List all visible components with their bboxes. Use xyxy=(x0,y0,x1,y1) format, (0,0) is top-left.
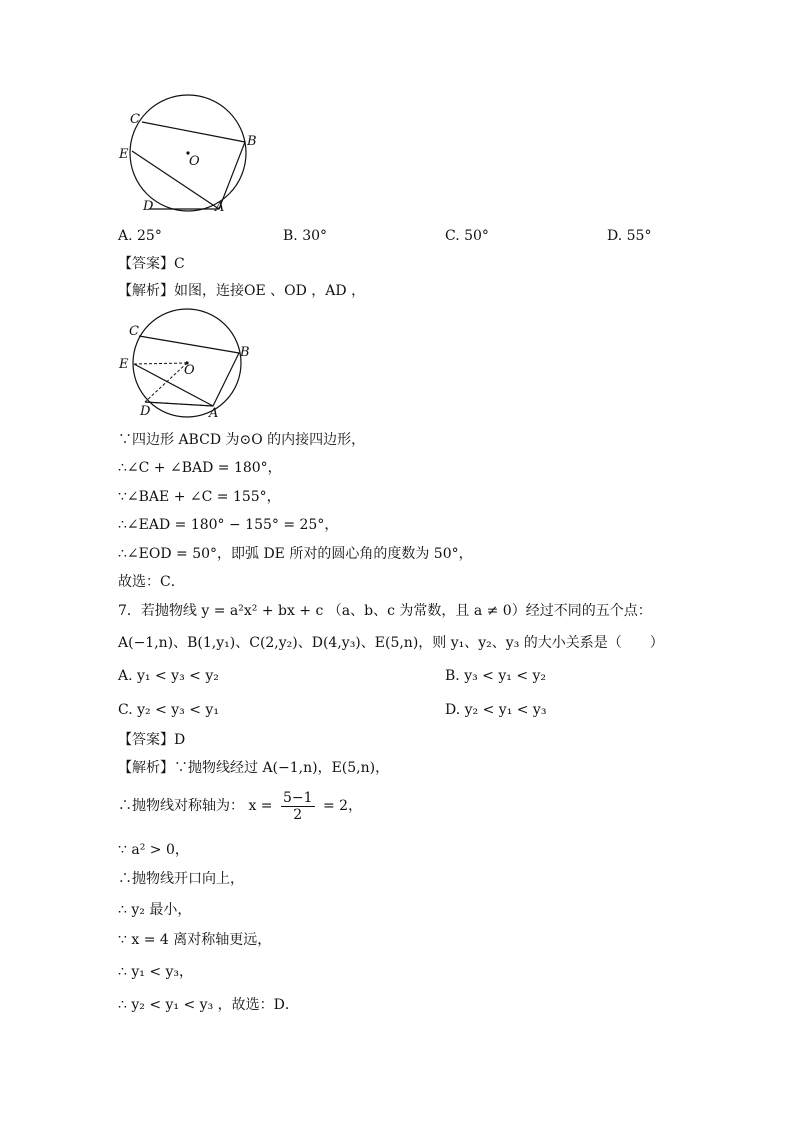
segment-ea xyxy=(134,364,213,406)
label-e: E xyxy=(119,147,129,162)
label-o: O xyxy=(184,363,195,378)
q7-option-c: C. y₂ < y₃ < y₁ xyxy=(118,702,219,718)
q7-step-2: ∴抛物线开口向上， xyxy=(118,871,244,887)
q6-step-4: ∴∠EAD = 180° − 155° = 25°， xyxy=(118,517,339,533)
q7-step-5: ∴ y₁ < y₃， xyxy=(118,964,194,980)
q7-option-a: A. y₁ < y₃ < y₂ xyxy=(118,668,219,684)
fraction-numerator: 5−1 xyxy=(282,789,313,806)
q6-option-c: C. 50° xyxy=(445,228,489,244)
label-c: C xyxy=(130,112,140,127)
q6-option-b: B. 30° xyxy=(283,228,328,244)
label-a: A xyxy=(209,406,219,421)
label-c: C xyxy=(129,324,139,339)
q7-step-3: ∴ y₂ 最小， xyxy=(118,902,192,918)
q7-step-4: ∵ x = 4 离对称轴更远， xyxy=(118,932,272,948)
q7-option-b: B. y₃ < y₁ < y₂ xyxy=(445,668,547,684)
segment-od xyxy=(145,363,187,402)
q6-step-3: ∵∠BAE + ∠C = 155°， xyxy=(118,489,281,505)
segment-oe xyxy=(134,363,187,364)
label-b: B xyxy=(247,134,257,149)
circle-figure-2 xyxy=(112,308,262,423)
q7-stem-line-2: A(−1,n)、B(1,y₁)、C(2,y₂)、D(4,y₃)、E(5,n)，则 y₁、y₂、y₃ 的大小关系是（ ） xyxy=(118,635,664,651)
q6-analysis-intro: 【解析】如图，连接OE 、OD ，AD ， xyxy=(118,283,366,299)
circle-figure-1 xyxy=(112,92,262,217)
q6-step-2: ∴∠C + ∠BAD = 180°， xyxy=(118,460,282,476)
q7-step-1: ∵ a² > 0， xyxy=(118,842,189,858)
q7-axis-line xyxy=(118,788,362,824)
q7-answer: 【答案】D xyxy=(118,732,186,748)
q6-step-6: 故选：C． xyxy=(118,574,185,590)
axis-suffix: = 2， xyxy=(322,798,363,814)
q7-step-6: ∴ y₂ < y₁ < y₃ ，故选：D． xyxy=(118,997,299,1013)
q6-option-a: A. 25° xyxy=(118,228,162,244)
q6-answer: 【答案】C xyxy=(118,256,185,272)
q7-analysis-intro: 【解析】∵抛物线经过 A(−1,n)，E(5,n)， xyxy=(118,760,390,776)
axis-fraction xyxy=(281,790,315,823)
q6-step-5: ∴∠EOD = 50°，即弧 DE 所对的圆心角的度数为 50°， xyxy=(118,546,473,562)
label-b: B xyxy=(240,345,250,360)
label-d: D xyxy=(140,404,151,419)
fraction-denominator: 2 xyxy=(293,806,303,823)
q7-option-d: D. y₂ < y₁ < y₃ xyxy=(445,702,547,718)
label-o: O xyxy=(189,154,200,169)
label-a: A xyxy=(215,200,225,215)
q6-option-d: D. 55° xyxy=(607,228,652,244)
q7-stem-line-1: 7．若抛物线 y = a²x² + bx + c （a、b、c 为常数，且 a ≠ 0）经过不同的五个点： xyxy=(118,603,652,619)
axis-prefix: ∴抛物线对称轴为： x = xyxy=(118,798,273,814)
label-e: E xyxy=(119,357,129,372)
q6-step-1: ∵四边形 ABCD 为⊙O 的内接四边形， xyxy=(118,432,366,448)
label-d: D xyxy=(143,199,154,214)
